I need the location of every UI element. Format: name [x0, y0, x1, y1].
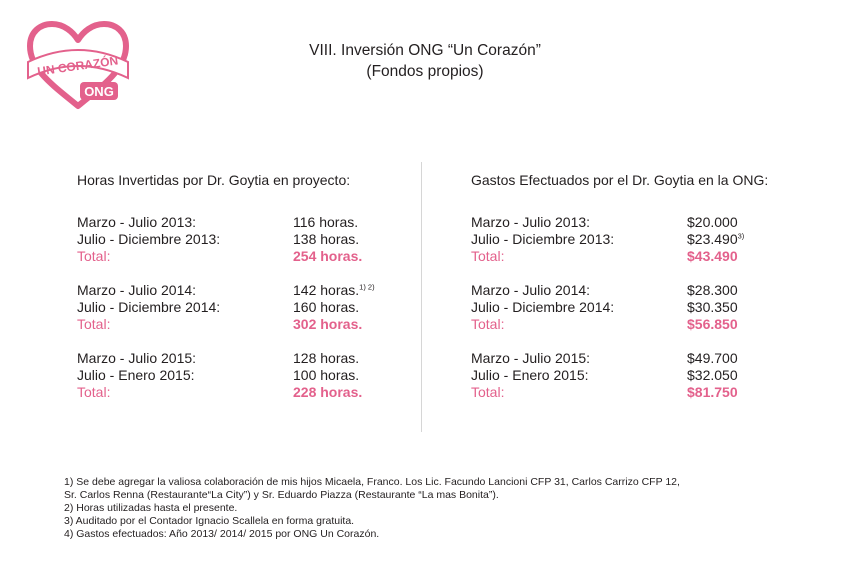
expenses-group-2013 — [471, 214, 811, 265]
total-row — [471, 384, 811, 401]
footnote: 4) Gastos efectuados: Año 2013/ 2014/ 2015 por ONG Un Corazón. — [64, 528, 380, 540]
total-value: 302 horas. — [293, 316, 363, 332]
row-label: Julio - Diciembre 2013: — [77, 231, 221, 247]
row-value: $49.700 — [687, 350, 738, 366]
hours-column — [77, 172, 397, 418]
total-label: Total: — [471, 384, 505, 400]
table-row — [77, 367, 397, 384]
footnote: 3) Auditado por el Contador Ignacio Scallela en forma gratuita. — [64, 515, 355, 527]
row-label: Marzo - Julio 2015: — [77, 350, 197, 366]
row-label: Marzo - Julio 2014: — [471, 282, 591, 298]
table-row — [77, 231, 397, 248]
hours-heading: Horas Invertidas por Dr. Goytia en proyecto: — [77, 172, 351, 188]
row-value: $30.350 — [687, 299, 738, 315]
row-value: 138 horas. — [293, 231, 360, 247]
table-row — [471, 231, 811, 248]
row-value: 116 horas. — [293, 214, 359, 230]
table-row — [471, 299, 811, 316]
row-value: 100 horas. — [293, 367, 360, 383]
footnote: Sr. Carlos Renna (Restaurante“La City”) y Sr. Eduardo Piazza (Restaurante “La mas Bonita”). — [64, 489, 499, 501]
row-label: Marzo - Julio 2013: — [77, 214, 197, 230]
row-value: 160 horas. — [293, 299, 360, 315]
expenses-column — [471, 172, 811, 418]
row-value: $23.490$^{3)}$ — [687, 231, 745, 247]
row-label: Julio - Enero 2015: — [77, 367, 195, 383]
total-label: Total: — [77, 248, 111, 264]
table-row — [471, 214, 811, 231]
total-row — [77, 248, 397, 265]
total-row — [471, 316, 811, 333]
footnote: 1) Se debe agregar la valiosa colaboración de mis hijos Micaela, Franco. Los Lic. Facundo Lancioni CFP 31, Carlos Carrizo CFP 12, — [64, 476, 680, 488]
total-label: Total: — [471, 248, 505, 264]
logo-bottom-text: ONG — [84, 84, 114, 99]
row-value: 128 horas. — [293, 350, 360, 366]
logo-top-text: UN CORAZÓN — [36, 53, 119, 79]
total-value: 254 horas. — [293, 248, 363, 264]
total-row — [77, 316, 397, 333]
total-label: Total: — [77, 316, 111, 332]
table-row — [77, 214, 397, 231]
footnotes — [64, 476, 804, 541]
total-label: Total: — [471, 316, 505, 332]
row-value: $20.000 — [687, 214, 738, 230]
row-value: $32.050 — [687, 367, 738, 383]
row-label: Julio - Diciembre 2014: — [77, 299, 221, 315]
total-value: $81.750 — [687, 384, 738, 400]
hours-group-2014 — [77, 282, 397, 333]
expenses-group-2015 — [471, 350, 811, 401]
total-row — [471, 248, 811, 265]
un-corazon-logo — [24, 18, 132, 114]
footnote-ref: 3) — [737, 231, 745, 241]
table-row — [471, 350, 811, 367]
hours-group-2015 — [77, 350, 397, 401]
table-row — [77, 350, 397, 367]
table-row — [471, 282, 811, 299]
column-divider — [421, 162, 422, 432]
table-row — [77, 299, 397, 316]
row-label: Julio - Diciembre 2013: — [471, 231, 615, 247]
expenses-heading: Gastos Efectuados por el Dr. Goytia en la ONG: — [471, 172, 769, 188]
row-label: Julio - Enero 2015: — [471, 367, 589, 383]
table-row — [471, 367, 811, 384]
row-value: $28.300 — [687, 282, 738, 298]
row-label: Marzo - Julio 2014: — [77, 282, 197, 298]
total-label: Total: — [77, 384, 111, 400]
total-value: $56.850 — [687, 316, 738, 332]
hours-group-2013 — [77, 214, 397, 265]
title-line-2: (Fondos propios) — [366, 63, 484, 80]
expenses-group-2014 — [471, 282, 811, 333]
footnote: 2) Horas utilizadas hasta el presente. — [64, 502, 238, 514]
row-label: Marzo - Julio 2013: — [471, 214, 591, 230]
total-value: $43.490 — [687, 248, 738, 264]
total-row — [77, 384, 397, 401]
title-line-1: VIII. Inversión ONG “Un Corazón” — [309, 42, 541, 59]
page-title — [260, 40, 590, 82]
table-row — [77, 282, 397, 299]
row-value: 142 horas.$^{1) 2)}$ — [293, 282, 375, 298]
footnote-ref: 1) 2) — [359, 282, 375, 292]
row-label: Julio - Diciembre 2014: — [471, 299, 615, 315]
total-value: 228 horas. — [293, 384, 363, 400]
row-label: Marzo - Julio 2015: — [471, 350, 591, 366]
